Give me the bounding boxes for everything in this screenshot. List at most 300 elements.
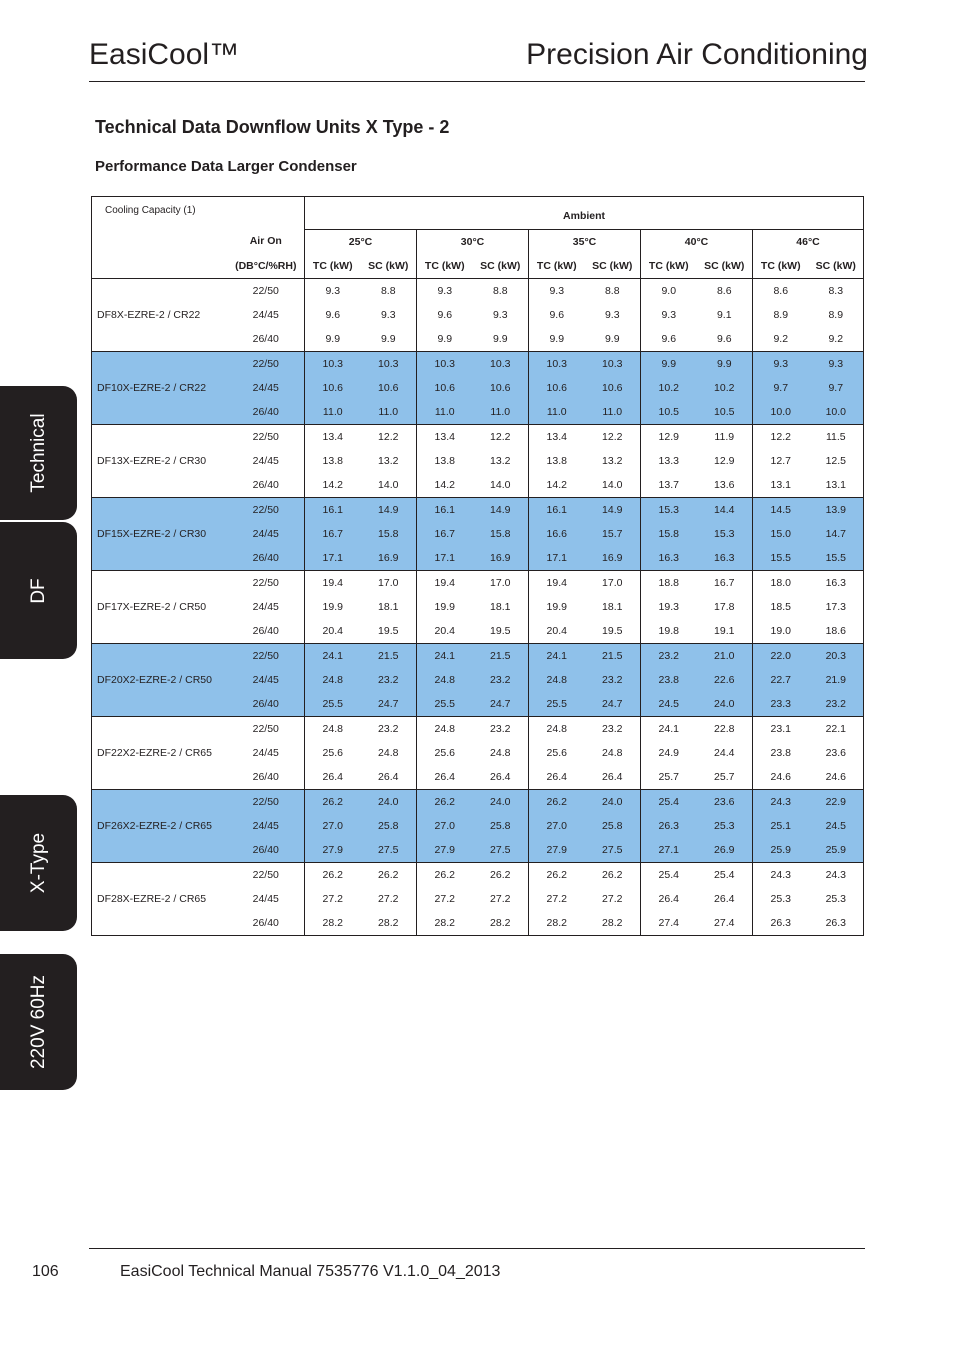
sc-header: SC (kW) <box>704 259 745 272</box>
sc-value: 10.6 <box>361 376 417 400</box>
sc-value: 24.6 <box>825 770 846 783</box>
air-on-value: 24/45 <box>252 454 279 467</box>
sc-value: 18.1 <box>378 600 399 613</box>
tc-value: 10.6 <box>417 376 473 400</box>
tc-value: 19.9 <box>529 595 585 619</box>
sc-value: 9.9 <box>697 351 753 376</box>
model-name: DF15X-EZRE-2 / CR30 <box>92 497 228 570</box>
sc-value: 9.7 <box>809 376 864 400</box>
tc-value: 16.1 <box>305 497 361 522</box>
tc-value: 25.1 <box>753 814 809 838</box>
tc-header: TC (kW) <box>417 254 473 279</box>
sc-value: 18.6 <box>825 624 846 637</box>
sc-value: 10.6 <box>473 376 529 400</box>
temp-header: 25°C <box>305 229 417 254</box>
sc-value: 9.9 <box>380 332 396 345</box>
tc-value: 10.5 <box>641 400 697 425</box>
tc-value: 27.2 <box>305 887 361 911</box>
air-on-value: 24/45 <box>252 746 279 759</box>
tc-value: 8.6 <box>753 278 809 303</box>
sc-value: 14.7 <box>809 522 864 546</box>
tc-value: 19.4 <box>417 570 473 595</box>
tc-value: 17.1 <box>529 546 585 571</box>
air-on-value: 22/50 <box>228 278 305 303</box>
sc-value: 23.2 <box>361 716 417 741</box>
tc-value: 13.3 <box>641 449 697 473</box>
sc-value: 25.8 <box>585 814 641 838</box>
sc-value: 14.4 <box>697 497 753 522</box>
sc-value: 10.3 <box>361 351 417 376</box>
tc-value: 24.8 <box>529 716 585 741</box>
sc-value: 13.2 <box>378 454 399 467</box>
tc-value: 27.9 <box>417 838 473 863</box>
tc-value: 19.4 <box>305 570 361 595</box>
tc-header: TC (kW) <box>305 254 361 279</box>
air-on-value: 26/40 <box>252 624 279 637</box>
tc-value: 10.6 <box>529 376 585 400</box>
sc-value: 27.2 <box>490 892 511 905</box>
air-on-header: Air On <box>249 235 282 248</box>
sc-value: 25.9 <box>809 838 864 863</box>
sc-value: 9.9 <box>604 332 620 345</box>
air-on-value: 26/40 <box>252 478 279 491</box>
sc-value: 13.2 <box>490 454 511 467</box>
sc-header: SC (kW) <box>815 259 856 272</box>
sc-value: 15.8 <box>473 522 529 546</box>
tc-value: 9.6 <box>641 327 697 352</box>
page-number: 106 <box>32 1263 59 1280</box>
side-tab-x-type[interactable] <box>0 795 77 931</box>
cooling-capacity-label: Cooling Capacity (1) <box>105 205 196 216</box>
sc-value: 19.5 <box>602 624 623 637</box>
tc-value: 24.8 <box>417 716 473 741</box>
temp-header: 46°C <box>753 229 864 254</box>
table-row <box>92 278 864 303</box>
tc-value: 22.7 <box>753 668 809 692</box>
sc-value: 10.5 <box>697 400 753 425</box>
tc-value: 24.8 <box>305 668 361 692</box>
tc-value: 25.5 <box>305 692 361 717</box>
air-on-value: 22/50 <box>228 424 305 449</box>
sc-value: 14.0 <box>490 478 511 491</box>
model-name: DF28X-EZRE-2 / CR65 <box>92 862 228 935</box>
tc-value: 27.0 <box>305 814 361 838</box>
sc-value: 27.4 <box>714 916 735 929</box>
sc-value: 21.0 <box>697 643 753 668</box>
model-name: DF26X2-EZRE-2 / CR65 <box>92 789 228 862</box>
temp-header: 30°C <box>417 229 529 254</box>
tc-value: 8.9 <box>753 303 809 327</box>
side-tab-df[interactable] <box>0 522 77 659</box>
header-title: Precision Air Conditioning <box>526 38 868 71</box>
tc-value: 12.7 <box>753 449 809 473</box>
sc-value: 20.3 <box>809 643 864 668</box>
sc-value: 12.2 <box>361 424 417 449</box>
tc-value: 13.4 <box>417 424 473 449</box>
tc-value: 24.9 <box>641 741 697 765</box>
side-tab-label: Technical <box>27 413 49 493</box>
tc-header: TC (kW) <box>529 254 585 279</box>
air-on-value: 22/50 <box>228 643 305 668</box>
tc-value: 16.1 <box>529 497 585 522</box>
sc-value: 27.2 <box>602 892 623 905</box>
tc-value: 25.5 <box>417 692 473 717</box>
sc-value: 24.8 <box>490 746 511 759</box>
sc-value: 9.3 <box>809 351 864 376</box>
tc-value: 27.0 <box>417 814 473 838</box>
tc-value: 11.0 <box>417 400 473 425</box>
sc-value: 17.0 <box>361 570 417 595</box>
air-on-value: 24/45 <box>228 668 305 692</box>
tc-value: 12.9 <box>641 424 697 449</box>
sc-value: 16.3 <box>697 546 753 571</box>
tc-value: 23.8 <box>753 741 809 765</box>
sc-value: 15.7 <box>585 522 641 546</box>
sc-value: 10.6 <box>585 376 641 400</box>
sc-value: 8.8 <box>473 278 529 303</box>
table-row <box>92 424 864 449</box>
tc-value: 15.0 <box>753 522 809 546</box>
sc-value: 10.2 <box>697 376 753 400</box>
sc-header: SC (kW) <box>480 259 521 272</box>
tc-value: 26.4 <box>529 765 585 790</box>
sc-value: 12.2 <box>585 424 641 449</box>
blank-cell <box>92 254 228 279</box>
tc-value: 25.4 <box>641 789 697 814</box>
sc-value: 14.9 <box>473 497 529 522</box>
tc-value: 18.5 <box>753 595 809 619</box>
tc-value: 27.2 <box>417 887 473 911</box>
tc-value: 26.2 <box>417 789 473 814</box>
sc-value: 24.0 <box>361 789 417 814</box>
sc-value: 22.6 <box>697 668 753 692</box>
sc-value: 16.9 <box>361 546 417 571</box>
sc-value: 21.5 <box>585 643 641 668</box>
tc-value: 10.2 <box>641 376 697 400</box>
tc-value: 15.8 <box>641 522 697 546</box>
sc-value: 26.2 <box>361 862 417 887</box>
temp-header: 35°C <box>529 229 641 254</box>
sc-value: 21.9 <box>809 668 864 692</box>
table-row <box>92 351 864 376</box>
model-name: DF20X2-EZRE-2 / CR50 <box>92 643 228 716</box>
sc-value: 14.0 <box>602 478 623 491</box>
sc-value: 9.3 <box>492 308 508 321</box>
sc-value: 25.8 <box>473 814 529 838</box>
air-on-value: 26/40 <box>252 916 279 929</box>
air-on-value: 26/40 <box>228 400 305 425</box>
sc-value: 27.5 <box>361 838 417 863</box>
sc-value: 25.8 <box>361 814 417 838</box>
tc-value: 26.3 <box>641 814 697 838</box>
air-on-value: 24/45 <box>252 600 279 613</box>
tc-value: 22.0 <box>753 643 809 668</box>
air-on-value: 26/40 <box>228 546 305 571</box>
tc-value: 24.5 <box>641 692 697 717</box>
tc-value: 28.2 <box>305 911 361 936</box>
air-on-value: 22/50 <box>228 716 305 741</box>
table-row <box>92 643 864 668</box>
tc-value: 27.0 <box>529 814 585 838</box>
air-on-value: 22/50 <box>228 351 305 376</box>
air-on-value: 22/50 <box>228 497 305 522</box>
blank-cell <box>92 229 228 254</box>
footer-divider <box>89 1248 865 1249</box>
tc-value: 27.2 <box>529 887 585 911</box>
tc-value: 11.0 <box>305 400 361 425</box>
sc-value: 26.2 <box>473 862 529 887</box>
sc-value: 24.3 <box>809 862 864 887</box>
air-on-value: 26/40 <box>252 770 279 783</box>
tc-value: 9.3 <box>753 351 809 376</box>
air-on-value: 22/50 <box>228 570 305 595</box>
sc-value: 17.0 <box>585 570 641 595</box>
performance-table <box>91 196 864 936</box>
tc-value: 25.3 <box>753 887 809 911</box>
table-row <box>92 570 864 595</box>
sc-value: 22.8 <box>697 716 753 741</box>
table-row <box>92 716 864 741</box>
tc-value: 23.2 <box>641 643 697 668</box>
tc-value: 12.2 <box>753 424 809 449</box>
tc-value: 24.8 <box>305 716 361 741</box>
sc-value: 15.8 <box>361 522 417 546</box>
tc-value: 19.9 <box>305 595 361 619</box>
tc-value: 13.4 <box>305 424 361 449</box>
sc-value: 19.5 <box>378 624 399 637</box>
air-on-value: 24/45 <box>228 814 305 838</box>
tc-value: 9.6 <box>529 303 585 327</box>
sc-value: 18.1 <box>602 600 623 613</box>
sc-value: 14.9 <box>361 497 417 522</box>
side-tab-voltage[interactable] <box>0 954 77 1090</box>
tc-value: 24.3 <box>753 862 809 887</box>
sc-header: SC (kW) <box>368 259 409 272</box>
sc-value: 26.2 <box>585 862 641 887</box>
tc-value: 25.6 <box>417 741 473 765</box>
tc-value: 26.4 <box>417 765 473 790</box>
sc-value: 15.3 <box>697 522 753 546</box>
sc-value: 26.4 <box>602 770 623 783</box>
sc-value: 23.2 <box>361 668 417 692</box>
sc-value: 8.8 <box>361 278 417 303</box>
sc-value: 8.6 <box>697 278 753 303</box>
air-on-value: 26/40 <box>228 692 305 717</box>
sc-value: 24.5 <box>809 814 864 838</box>
tc-value: 14.2 <box>305 473 361 498</box>
tc-value: 10.3 <box>417 351 473 376</box>
tc-value: 20.4 <box>529 619 585 644</box>
sc-value: 23.6 <box>825 746 846 759</box>
tc-value: 24.3 <box>753 789 809 814</box>
sc-value: 18.1 <box>490 600 511 613</box>
tc-value: 24.1 <box>529 643 585 668</box>
tc-value: 17.1 <box>417 546 473 571</box>
sc-value: 23.2 <box>585 668 641 692</box>
tc-value: 11.0 <box>529 400 585 425</box>
tc-value: 13.8 <box>305 449 361 473</box>
sc-value: 16.3 <box>809 570 864 595</box>
tc-value: 9.3 <box>529 278 585 303</box>
sc-value: 22.1 <box>809 716 864 741</box>
sc-value: 14.9 <box>585 497 641 522</box>
sc-value: 24.0 <box>585 789 641 814</box>
tc-value: 16.6 <box>529 522 585 546</box>
section-title: Technical Data Downflow Units X Type - 2 <box>95 117 450 137</box>
sc-value: 13.1 <box>825 478 846 491</box>
tc-value: 27.4 <box>641 911 697 936</box>
sc-value: 10.3 <box>473 351 529 376</box>
sc-value: 23.2 <box>585 716 641 741</box>
tc-value: 26.2 <box>305 862 361 887</box>
tc-value: 25.7 <box>641 765 697 790</box>
sc-value: 9.1 <box>716 308 732 321</box>
tc-value: 10.3 <box>305 351 361 376</box>
model-name: DF10X-EZRE-2 / CR22 <box>92 351 228 424</box>
tc-value: 9.9 <box>417 327 473 352</box>
tc-value: 18.8 <box>641 570 697 595</box>
model-name: DF22X2-EZRE-2 / CR65 <box>92 716 228 789</box>
tc-value: 26.2 <box>529 862 585 887</box>
sc-value: 9.6 <box>716 332 732 345</box>
sc-value: 24.8 <box>602 746 623 759</box>
sc-value: 26.9 <box>697 838 753 863</box>
header-brand: EasiCool™ <box>89 38 240 71</box>
tc-value: 24.1 <box>417 643 473 668</box>
footer-text: EasiCool Technical Manual 7535776 V1.1.0_04_2013 <box>120 1263 501 1280</box>
tc-value: 19.8 <box>641 619 697 644</box>
tc-value: 26.2 <box>417 862 473 887</box>
tc-value: 13.8 <box>417 449 473 473</box>
tc-value: 10.0 <box>753 400 809 425</box>
sc-value: 8.8 <box>585 278 641 303</box>
tc-value: 14.2 <box>417 473 473 498</box>
sc-value: 27.5 <box>585 838 641 863</box>
tc-value: 26.2 <box>529 789 585 814</box>
side-tab-label: DF <box>27 577 49 604</box>
tc-value: 9.0 <box>641 278 697 303</box>
tc-value: 23.3 <box>753 692 809 717</box>
air-on-value: 22/50 <box>228 789 305 814</box>
ambient-header: Ambient <box>305 197 864 230</box>
tc-value: 25.9 <box>753 838 809 863</box>
tc-value: 28.2 <box>529 911 585 936</box>
air-on-unit: (DB°C/%RH) <box>235 259 297 272</box>
header-divider <box>89 81 865 82</box>
air-on-value: 24/45 <box>252 892 279 905</box>
tc-value: 16.1 <box>417 497 473 522</box>
sc-value: 9.9 <box>492 332 508 345</box>
side-tab-label: X-Type <box>27 832 49 894</box>
air-on-value: 26/40 <box>228 838 305 863</box>
tc-value: 9.9 <box>641 351 697 376</box>
sc-value: 23.2 <box>473 668 529 692</box>
tc-value: 20.4 <box>305 619 361 644</box>
sc-value: 9.2 <box>828 332 844 345</box>
sc-value: 26.4 <box>490 770 511 783</box>
sc-value: 19.5 <box>490 624 511 637</box>
sc-value: 24.8 <box>378 746 399 759</box>
tc-value: 14.2 <box>529 473 585 498</box>
tc-value: 26.4 <box>305 765 361 790</box>
sc-value: 11.5 <box>809 424 864 449</box>
side-tab-label: 220V 60Hz <box>27 974 49 1070</box>
tc-value: 10.3 <box>529 351 585 376</box>
model-name: DF8X-EZRE-2 / CR22 <box>92 278 228 351</box>
sc-value: 11.9 <box>697 424 753 449</box>
tc-value: 9.9 <box>305 327 361 352</box>
sc-header: SC (kW) <box>592 259 633 272</box>
sc-value: 12.5 <box>825 454 846 467</box>
tc-value: 20.4 <box>417 619 473 644</box>
sc-value: 14.0 <box>378 478 399 491</box>
sc-value: 26.4 <box>378 770 399 783</box>
tc-value: 18.0 <box>753 570 809 595</box>
air-on-value: 26/40 <box>252 332 279 345</box>
sc-value: 24.0 <box>473 789 529 814</box>
air-on-value: 24/45 <box>228 376 305 400</box>
tc-value: 26.3 <box>753 911 809 936</box>
tc-value: 16.3 <box>641 546 697 571</box>
sc-value: 13.6 <box>714 478 735 491</box>
tc-value: 27.1 <box>641 838 697 863</box>
sc-value: 16.9 <box>585 546 641 571</box>
sc-value: 25.4 <box>697 862 753 887</box>
model-name: DF17X-EZRE-2 / CR50 <box>92 570 228 643</box>
tc-value: 9.2 <box>753 327 809 352</box>
tc-value: 25.6 <box>529 741 585 765</box>
tc-value: 13.8 <box>529 449 585 473</box>
sc-value: 24.7 <box>585 692 641 717</box>
sc-value: 16.7 <box>697 570 753 595</box>
sc-value: 23.2 <box>809 692 864 717</box>
sc-value: 27.5 <box>473 838 529 863</box>
tc-value: 9.3 <box>641 303 697 327</box>
sc-value: 24.0 <box>697 692 753 717</box>
tc-value: 24.6 <box>753 765 809 790</box>
sc-value: 16.9 <box>473 546 529 571</box>
sc-value: 24.7 <box>473 692 529 717</box>
tc-value: 17.1 <box>305 546 361 571</box>
tc-value: 28.2 <box>417 911 473 936</box>
tc-value: 9.6 <box>305 303 361 327</box>
sc-value: 10.3 <box>585 351 641 376</box>
model-name: DF13X-EZRE-2 / CR30 <box>92 424 228 497</box>
tc-value: 23.1 <box>753 716 809 741</box>
tc-value: 9.3 <box>305 278 361 303</box>
tc-value: 23.8 <box>641 668 697 692</box>
section-subtitle: Performance Data Larger Condenser <box>95 158 357 175</box>
tc-value: 10.6 <box>305 376 361 400</box>
tc-value: 26.2 <box>305 789 361 814</box>
tc-value: 24.8 <box>529 668 585 692</box>
sc-value: 17.0 <box>473 570 529 595</box>
sc-value: 24.7 <box>361 692 417 717</box>
tc-value: 9.9 <box>529 327 585 352</box>
sc-value: 11.0 <box>473 400 529 425</box>
tc-value: 14.5 <box>753 497 809 522</box>
table-row <box>92 862 864 887</box>
sc-value: 24.4 <box>714 746 735 759</box>
sc-value: 19.1 <box>714 624 735 637</box>
table-row <box>92 789 864 814</box>
sc-value: 26.3 <box>825 916 846 929</box>
sc-value: 23.2 <box>473 716 529 741</box>
side-tab-technical[interactable] <box>0 386 77 520</box>
air-on-value: 24/45 <box>228 522 305 546</box>
tc-value: 16.7 <box>417 522 473 546</box>
sc-value: 25.3 <box>825 892 846 905</box>
